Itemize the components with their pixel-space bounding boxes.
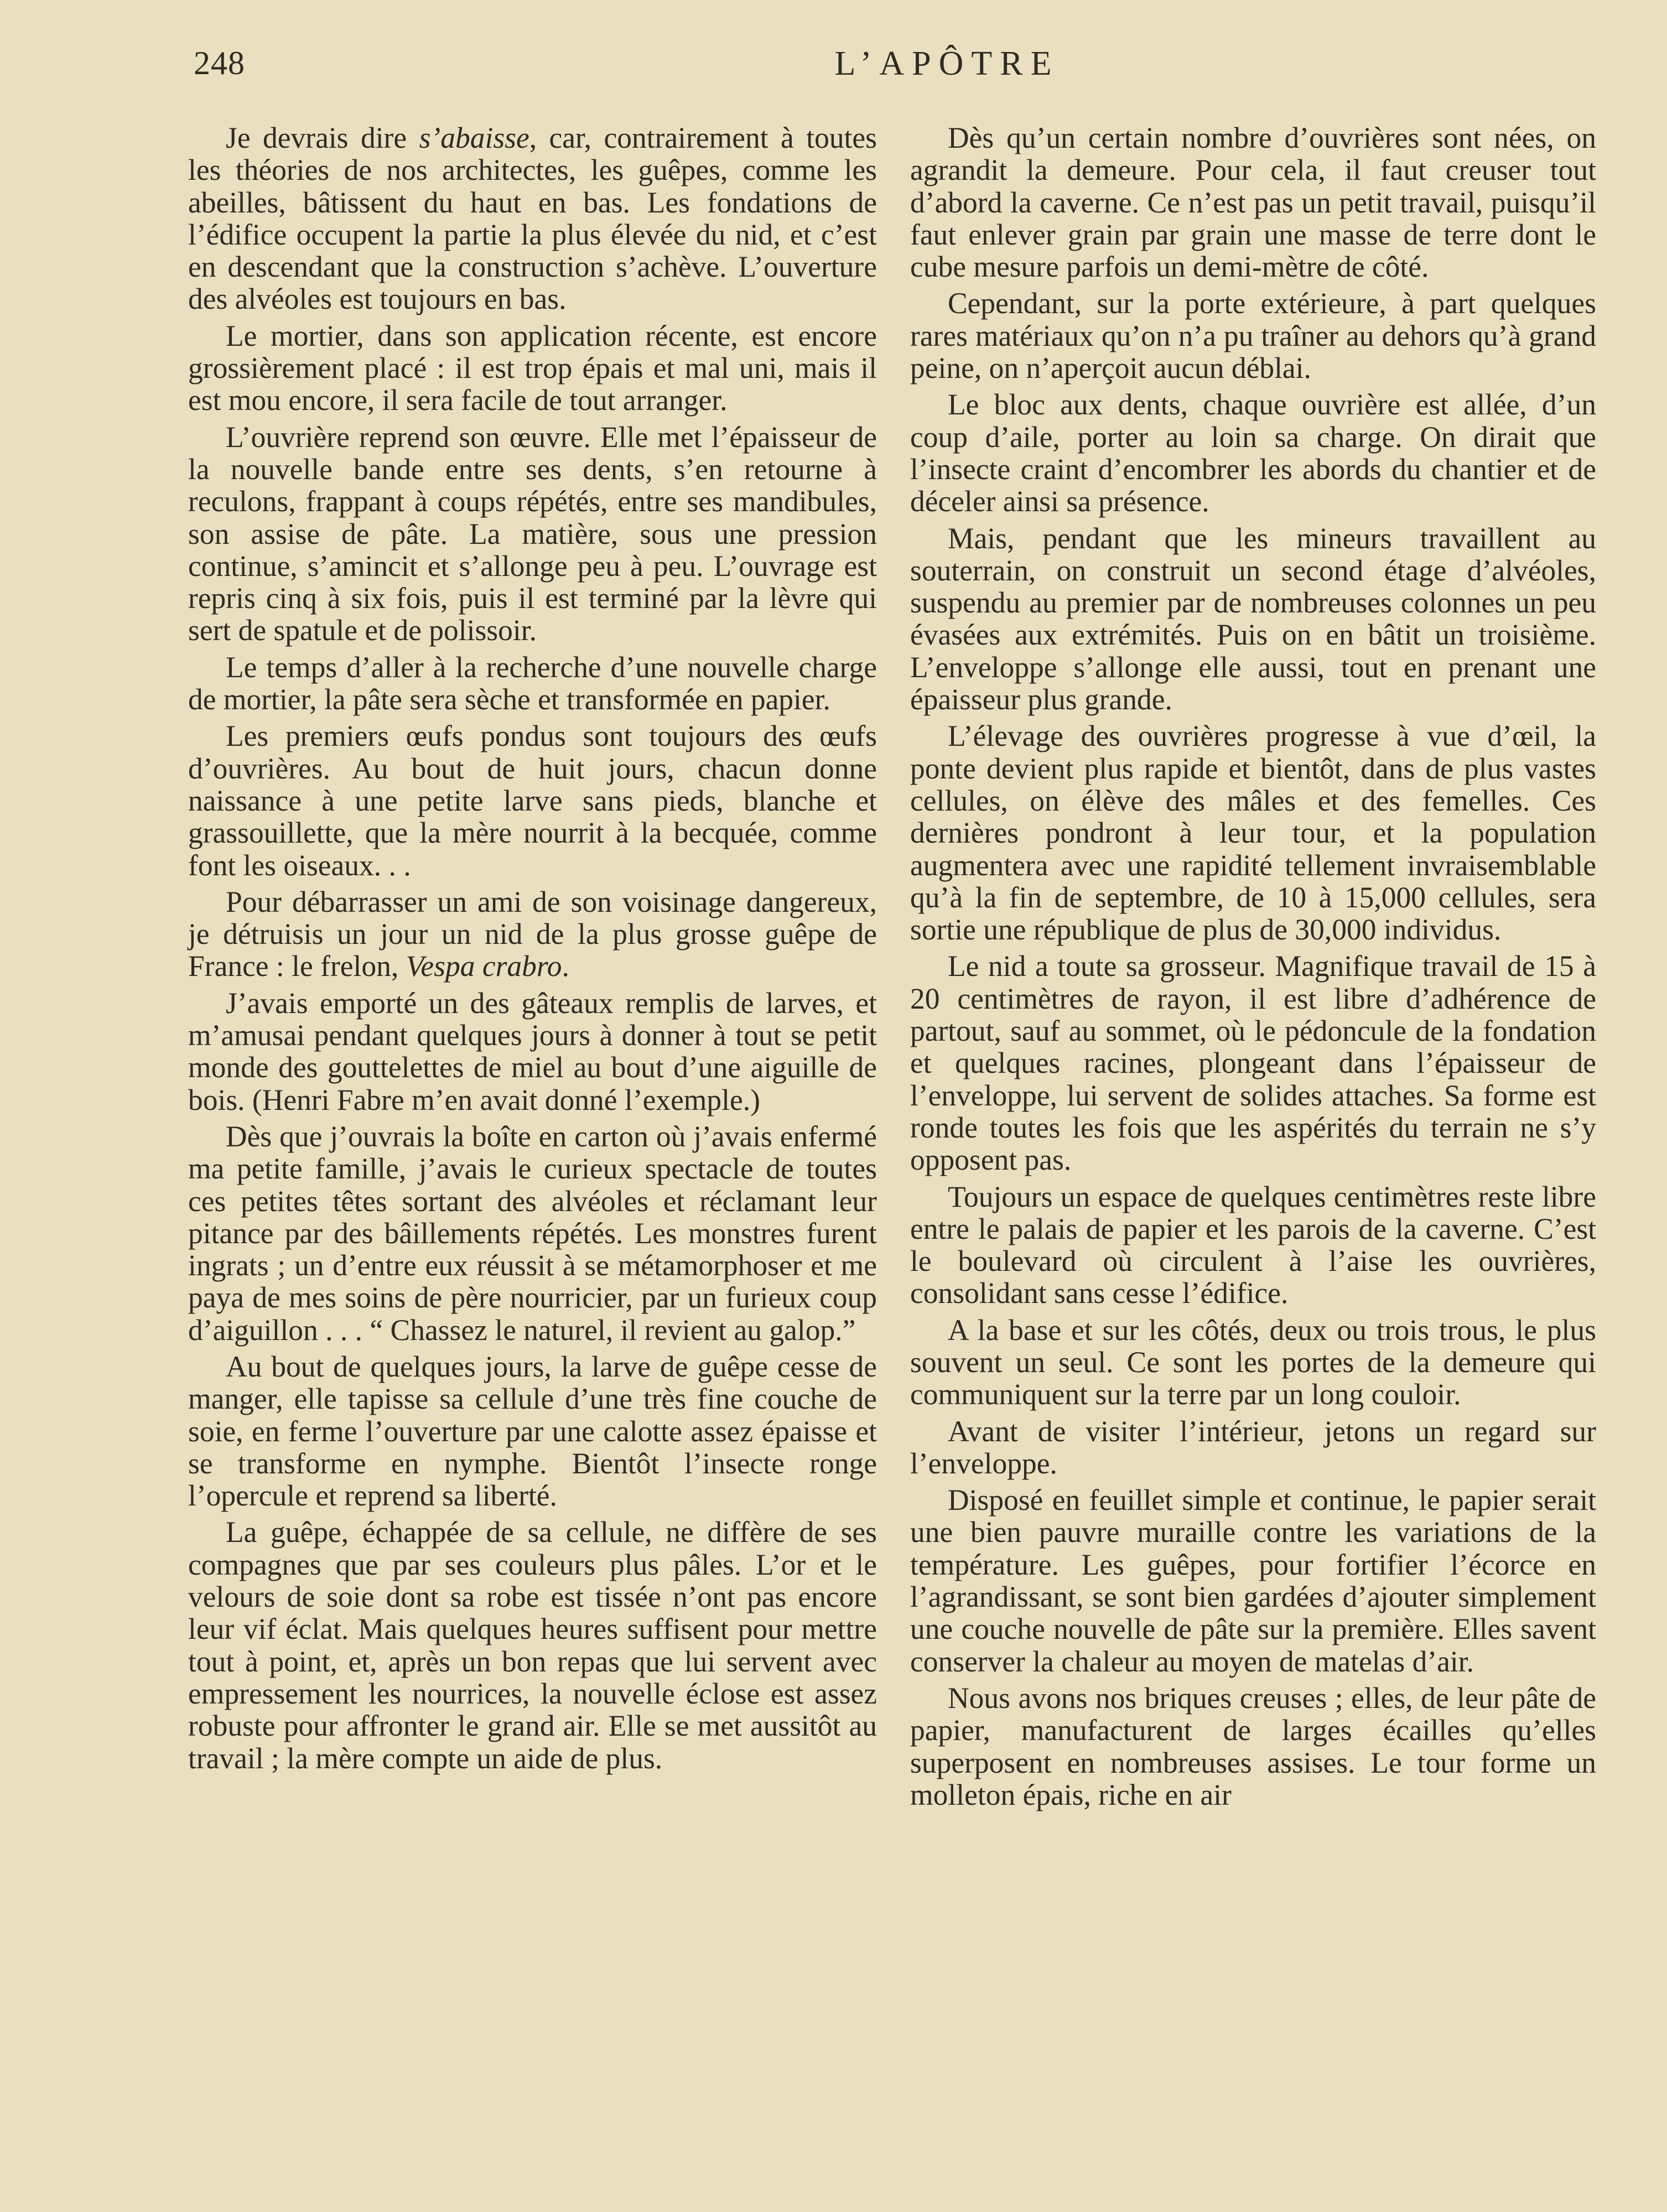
paragraph xyxy=(910,122,1596,283)
paragraph-text: Pour débarrasser un ami de son voisinage dangereux, je détruisis un jour un nid de la plus grosse guêpe de France : le frelon, xyxy=(188,885,877,983)
paragraph-text: Le temps d’aller à la recherche d’une nouvelle charge de mortier, la pâte sera sèche et transformée en papier. xyxy=(188,650,877,716)
paragraph-text: La guêpe, échappée de sa cellule, ne diffère de ses compagnes que par ses couleurs plus pâles. L’or et le velours de soie dont sa robe est tissée n’ont pas encore leur vif éclat. Mais quelques heures suffisent pour mettre tout à point, et, après un bon repas que lui servent avec empressement les nourrices, la nouvelle éclose est assez robuste pour affronter le grand air. Elle se met aussitôt au travail ; la mère compte un aide de plus. xyxy=(188,1515,877,1775)
paragraph xyxy=(188,987,877,1116)
paragraph xyxy=(910,522,1596,716)
paragraph xyxy=(910,287,1596,384)
paragraph-text: Les premiers œufs pondus sont toujours des œufs d’ouvrières. Au bout de huit jours, chacun donne naissance à une petite larve sans pieds, blanche et grassouillette, que la mère nourrit à la becquée, comme font les oiseaux. . . xyxy=(188,719,877,882)
paragraph-text: Je devrais dire xyxy=(226,121,419,154)
paragraph-text: Le mortier, dans son application récente, est encore grossièrement placé : il est trop épais et mal uni, mais il est mou encore, il sera facile de tout arranger. xyxy=(188,319,877,417)
paragraph-text: Mais, pendant que les mineurs travaillent au souterrain, on construit un second étage d’alvéoles, suspendu au premier par de nombreuses colonnes un peu évasées aux extrémités. Puis on en bâtit un troisième. L’enveloppe s’allonge elle aussi, tout en prenant une épaisseur plus grande. xyxy=(910,521,1596,716)
paragraph-text: Au bout de quelques jours, la larve de guêpe cesse de manger, elle tapisse sa cellule d’une très fine couche de soie, en ferme l’ouverture par une calotte assez épaisse et se transforme en nymphe. Bientôt l’insecte ronge l’opercule et reprend sa liberté. xyxy=(188,1349,877,1513)
paragraph xyxy=(910,720,1596,946)
paragraph xyxy=(188,1516,877,1774)
paragraph xyxy=(910,1484,1596,1678)
running-title: L’APÔTRE xyxy=(834,45,1060,82)
paragraph xyxy=(188,651,877,716)
paragraph xyxy=(188,421,877,647)
right-column xyxy=(910,122,1596,1815)
paragraph xyxy=(910,950,1596,1176)
paragraph xyxy=(188,122,877,315)
paragraph-text: Disposé en feuillet simple et continue, le papier serait une bien pauvre muraille contre les variations de la température. Les guêpes, pour fortifier l’écorce en l’agrandissant, se sont bien gardées d’ajouter simplement une couche nouvelle de pâte sur la première. Elles savent conserver la chaleur au moyen de matelas d’air. xyxy=(910,1483,1596,1678)
paragraph-text: Le nid a toute sa grosseur. Magnifique travail de 15 à 20 centimètres de rayon, il est libre d’adhérence de partout, sauf au sommet, où le pédoncule de la fondation et quelques racines, plongeant dans l’épaisseur de l’enveloppe, lui servent de solides attaches. Sa forme est ronde toutes les fois que les aspérités du terrain ne s’y opposent pas. xyxy=(910,949,1596,1177)
paragraph xyxy=(188,1120,877,1346)
paragraph-text: Dès que j’ouvrais la boîte en carton où j’avais enfermé ma petite famille, j’avais le curieux spectacle de toutes ces petites têtes sortant des alvéoles et réclamant leur pitance par des bâillements répétés. Les monstres furent ingrats ; un d’entre eux réussit à se métamorphoser et me paya de mes soins de père nourricier, par un furieux coup d’aiguillon . . . “ Chassez le naturel, il revient au galop.” xyxy=(188,1119,877,1347)
left-column xyxy=(188,122,877,1779)
paragraph-text: L’élevage des ouvrières progresse à vue d’œil, la ponte devient plus rapide et bientôt, dans de plus vastes cellules, on élève des mâles et des femelles. Ces dernières pondront à leur tour, et la population augmentera avec une rapidité tellement invraisemblable qu’à la fin de septembre, de 10 à 15,000 cellules, sera sortie une république de plus de 30,000 individus. xyxy=(910,719,1596,947)
paragraph xyxy=(910,1181,1596,1310)
paragraph xyxy=(188,720,877,881)
paragraph xyxy=(910,388,1596,517)
paragraph-text: A la base et sur les côtés, deux ou trois trous, le plus souvent un seul. Ce sont les portes de la demeure qui communiquent sur la terre par un long couloir. xyxy=(910,1313,1596,1411)
paragraph-text: Nous avons nos briques creuses ; elles, de leur pâte de papier, manufacturent de larges écailles qu’elles superposent en nombreuses assises. Le tour forme un molleton épais, riche en air xyxy=(910,1681,1596,1811)
paragraph-text: Toujours un espace de quelques centimètres reste libre entre le palais de papier et les parois de la caverne. C’est le boulevard où circulent à l’aise les ouvrières, consolidant sans cesse l’édifice. xyxy=(910,1180,1596,1310)
page-number: 248 xyxy=(194,45,245,81)
paragraph xyxy=(188,1351,877,1512)
paragraph-text: J’avais emporté un des gâteaux remplis de larves, et m’amusai pendant quelques jours à donner à tout se petit monde des gouttelettes de miel au bout d’une aiguille de bois. (Henri Fabre m’en avait donné l’exemple.) xyxy=(188,986,877,1117)
paragraph-text: Avant de visiter l’intérieur, jetons un regard sur l’enveloppe. xyxy=(910,1414,1596,1480)
paragraph xyxy=(188,886,877,983)
paragraph xyxy=(910,1682,1596,1811)
paragraph-text: Le bloc aux dents, chaque ouvrière est allée, d’un coup d’aile, porter au loin sa charge. On dirait que l’insecte craint d’encombrer les abords du chantier et de déceler ainsi sa présence. xyxy=(910,388,1596,518)
paragraph-text: . xyxy=(562,949,569,983)
paragraph xyxy=(188,320,877,417)
page-header xyxy=(194,44,1556,94)
paragraph-text: , car, contrairement à toutes les théories de nos architectes, les guêpes, comme les abeilles, bâtissent du haut en bas. Les fondations de l’édifice occupent la partie la plus élevée du nid, et c’est en descendant que la construction s’achève. L’ouverture des alvéoles est toujours en bas. xyxy=(188,121,877,316)
italic-text: Vespa crabro xyxy=(406,949,562,983)
paragraph xyxy=(910,1415,1596,1480)
paragraph-text: L’ouvrière reprend son œuvre. Elle met l’épaisseur de la nouvelle bande entre ses dents, s’en retourne à reculons, frappant à coups répétés, entre ses mandibules, son assise de pâte. La matière, sous une pression continue, s’amincit et s’allonge peu à peu. L’ouvrage est repris cinq à six fois, puis il est terminé par la lèvre qui sert de spatule et de polissoir. xyxy=(188,420,877,647)
paragraph-text: Cependant, sur la porte extérieure, à part quelques rares matériaux qu’on n’a pu traîner au dehors qu’à grand peine, on n’aperçoit aucun déblai. xyxy=(910,287,1596,385)
paragraph-text: Dès qu’un certain nombre d’ouvrières sont nées, on agrandit la demeure. Pour cela, il faut creuser tout d’abord la caverne. Ce n’est pas un petit travail, puisqu’il faut enlever grain par grain une masse de terre dont le cube mesure parfois un demi-mètre de côté. xyxy=(910,121,1596,284)
italic-text: s’abaisse xyxy=(419,121,529,154)
paragraph xyxy=(910,1314,1596,1411)
